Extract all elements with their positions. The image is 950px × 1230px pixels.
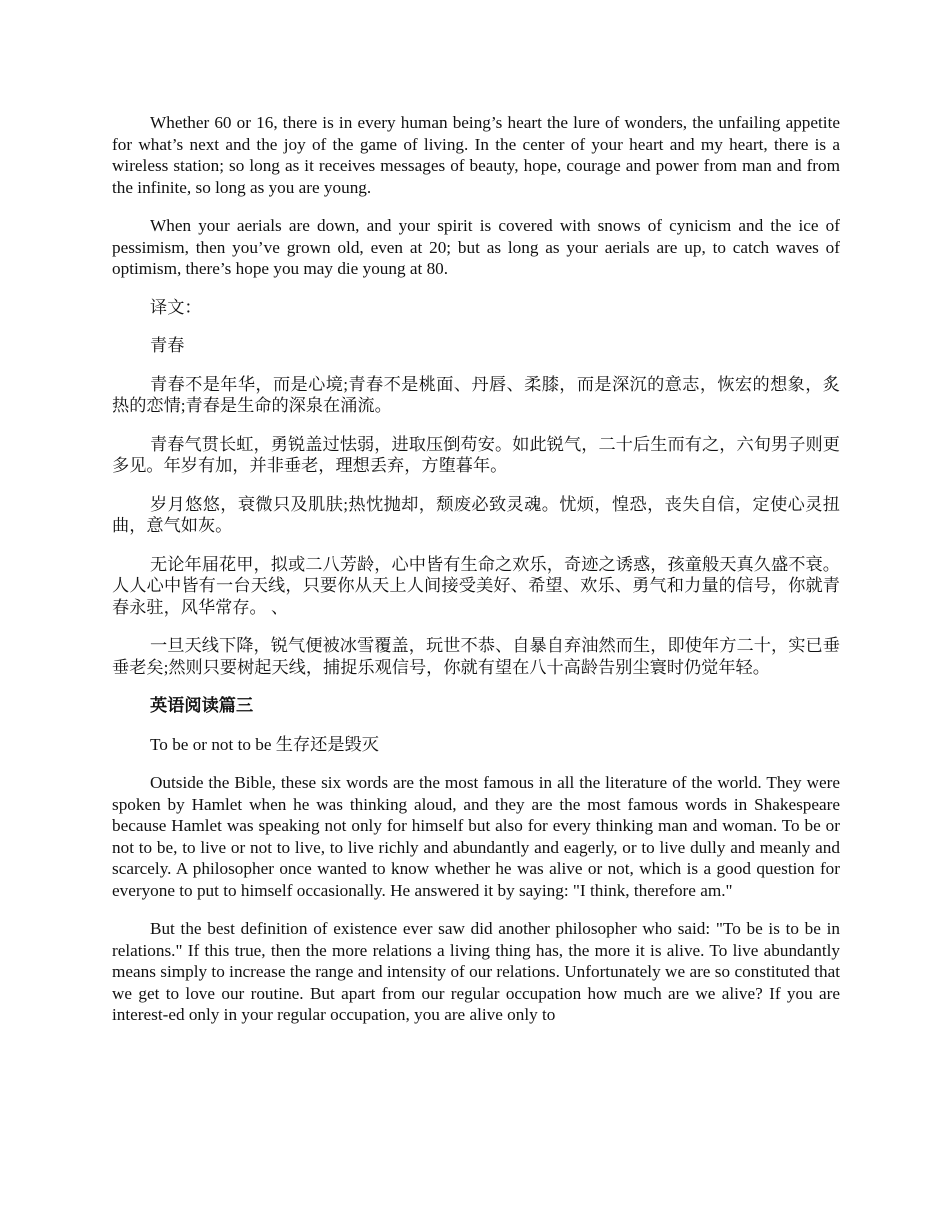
chinese-paragraph: 青春气贯长虹，勇锐盖过怯弱，进取压倒苟安。如此锐气，二十后生而有之，六旬男子则更多见。年岁有加，并非垂老，理想丢弃，方堕暮年。 [112, 434, 840, 475]
english-paragraph: Whether 60 or 16, there is in every human being’s heart the lure of wonders, the unfailing appetite for what’s next and the joy of the game of living. In the center of your heart and my heart, there is a wireless station; so long as it receives messages of beauty, hope, courage and power from man and from the infinite, so long as you are young. [112, 113, 840, 197]
document-page [112, 112, 840, 1043]
chinese-paragraph: 青春不是年华，而是心境;青春不是桃面、丹唇、柔膝，而是深沉的意志，恢宏的想象，炙热的恋情;青春是生命的深泉在涌流。 [112, 374, 840, 415]
section-heading: 英语阅读篇三 [150, 696, 254, 715]
chinese-paragraph: 一旦天线下降，锐气便被冰雪覆盖，玩世不恭、自暴自弃油然而生，即使年方二十，实已垂垂老矣;然则只要树起天线，捕捉乐观信号，你就有望在八十高龄告别尘寰时仍觉年轻。 [112, 636, 840, 677]
english-paragraph: Outside the Bible, these six words are the most famous in all the literature of the world. They were spoken by Hamlet when he was thinking aloud, and they are the most famous words in Shakespeare because Hamlet was speaking not only for himself but also for every thinking man and woman. To be or not to be, to live or not to live, to live richly and abundantly and eagerly, or to live dully and meanly and scarcely. A philosopher once wanted to know whether he was alive or not, which is a good question for everyone to put to himself occasionally. He answered it by saying: "I think, therefore am." [112, 773, 840, 900]
translation-title: 青春 [150, 336, 185, 355]
english-paragraph: But the best definition of existence ever saw did another philosopher who said: "To be is to be in relations." If this true, then the more relations a living thing has, the more it is alive. To live abundantly means simply to increase the range and intensity of our relations. Unfortunately we are so constituted that we get to love our routine. But apart from our regular occupation how much are we alive? If you are interest-ed only in your regular occupation, you are alive only to [112, 919, 840, 1024]
section-title: To be or not to be 生存还是毁灭 [150, 734, 379, 754]
chinese-paragraph: 无论年届花甲，拟或二八芳龄，心中皆有生命之欢乐，奇迹之诱惑，孩童般天真久盛不衰。人人心中皆有一台天线，只要你从天上人间接受美好、希望、欢乐、勇气和力量的信号，你就青春永驻，风华常存。 、 [112, 554, 840, 617]
chinese-paragraph: 岁月悠悠，衰微只及肌肤;热忱抛却，颓废必致灵魂。忧烦，惶恐，丧失自信，定使心灵扭曲，意气如灰。 [112, 494, 840, 535]
translation-label: 译文： [150, 297, 202, 317]
english-paragraph: When your aerials are down, and your spirit is covered with snows of cynicism and the ice of pessimism, then you’ve grown old, even at 20; but as long as your aerials are up, to catch waves of optimism, there’s hope you may die young at 80. [112, 216, 840, 278]
